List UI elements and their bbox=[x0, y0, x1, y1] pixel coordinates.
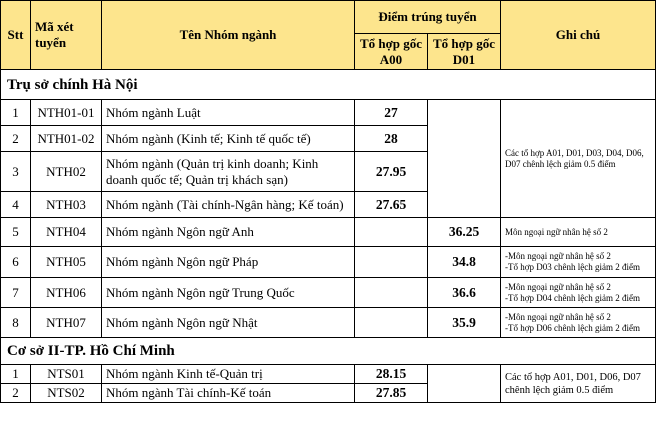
cell-stt: 6 bbox=[1, 247, 31, 278]
cell-stt: 8 bbox=[1, 308, 31, 338]
cell-note bbox=[501, 308, 656, 338]
note-line2: -Tổ hợp D03 chênh lệch giảm 2 điểm bbox=[505, 262, 640, 272]
cell-d01: 35.9 bbox=[428, 308, 501, 338]
cell-ten: Nhóm ngành Luật bbox=[102, 100, 355, 126]
cell-ma: NTS01 bbox=[31, 365, 102, 384]
cell-stt: 3 bbox=[1, 152, 31, 192]
cell-ma: NTS02 bbox=[31, 384, 102, 403]
cell-ma: NTH07 bbox=[31, 308, 102, 338]
cell-stt: 2 bbox=[1, 384, 31, 403]
cell-note-group2: Các tổ hợp A01, D01, D06, D07 chênh lệch giảm 0.5 điểm bbox=[501, 365, 656, 403]
cell-a00: 27.85 bbox=[355, 384, 428, 403]
cell-stt: 5 bbox=[1, 218, 31, 247]
cell-a00: 28.15 bbox=[355, 365, 428, 384]
cell-stt: 1 bbox=[1, 100, 31, 126]
header-d01-line1: Tổ hợp gốc bbox=[432, 35, 496, 51]
cell-a00 bbox=[355, 218, 428, 247]
cell-ma: NTH04 bbox=[31, 218, 102, 247]
table-row bbox=[1, 278, 656, 308]
cell-ma: NTH03 bbox=[31, 192, 102, 218]
cell-ten: Nhóm ngành (Kinh tế; Kinh tế quốc tế) bbox=[102, 126, 355, 152]
cell-a00 bbox=[355, 278, 428, 308]
cell-note bbox=[501, 247, 656, 278]
section-title-hanoi: Trụ sở chính Hà Nội bbox=[1, 70, 656, 100]
cell-ma: NTH05 bbox=[31, 247, 102, 278]
header-ma-line2: tuyển bbox=[35, 35, 67, 50]
cell-note bbox=[501, 278, 656, 308]
cell-ten: Nhóm ngành Ngôn ngữ Pháp bbox=[102, 247, 355, 278]
cell-ma: NTH06 bbox=[31, 278, 102, 308]
header-ma-line1: Mã xét bbox=[35, 19, 74, 34]
cell-a00: 28 bbox=[355, 126, 428, 152]
cell-ten: Nhóm ngành Ngôn ngữ Trung Quốc bbox=[102, 278, 355, 308]
header-a00-line2: A00 bbox=[379, 51, 403, 67]
table-row bbox=[1, 100, 656, 126]
cell-stt: 2 bbox=[1, 126, 31, 152]
header-ghi-chu: Ghi chú bbox=[501, 1, 656, 70]
cell-ten: Nhóm ngành Ngôn ngữ Nhật bbox=[102, 308, 355, 338]
cell-note bbox=[501, 218, 656, 247]
cell-d01-empty bbox=[428, 365, 501, 403]
header-ten-nhom-nganh: Tên Nhóm ngành bbox=[102, 1, 355, 70]
note-line2: -Tổ hợp D06 chênh lệch giảm 2 điểm bbox=[505, 322, 640, 333]
header-diem-trung-tuyen: Điểm trúng tuyển bbox=[355, 1, 501, 34]
cell-a00: 27.65 bbox=[355, 192, 428, 218]
cell-a00: 27.95 bbox=[355, 152, 428, 192]
table-row bbox=[1, 308, 656, 338]
header-stt: Stt bbox=[1, 1, 31, 70]
table-row bbox=[1, 365, 656, 384]
header-a00 bbox=[355, 34, 428, 70]
cell-ma: NTH01-02 bbox=[31, 126, 102, 152]
table-row bbox=[1, 247, 656, 278]
cell-ten: Nhóm ngành (Quản trị kinh doanh; Kinh doanh quốc tế; Quản trị khách sạn) bbox=[102, 152, 355, 192]
cell-stt: 4 bbox=[1, 192, 31, 218]
cell-d01-empty bbox=[428, 100, 501, 218]
note-line2: -Tổ hợp D04 chênh lệch giảm 2 điểm bbox=[505, 292, 640, 303]
section-title-hcm: Cơ sở II-TP. Hồ Chí Minh bbox=[1, 338, 656, 365]
header-d01 bbox=[428, 34, 501, 70]
cell-ma: NTH01-01 bbox=[31, 100, 102, 126]
cell-ten: Nhóm ngành (Tài chính-Ngân hàng; Kế toán) bbox=[102, 192, 355, 218]
cell-ten: Nhóm ngành Ngôn ngữ Anh bbox=[102, 218, 355, 247]
header-d01-line2: D01 bbox=[452, 51, 476, 67]
cell-ma: NTH02 bbox=[31, 152, 102, 192]
note-line1: -Môn ngoại ngữ nhân hệ số 2 bbox=[505, 251, 611, 261]
cell-d01: 36.25 bbox=[428, 218, 501, 247]
cell-ten: Nhóm ngành Tài chính-Kế toán bbox=[102, 384, 355, 403]
cell-stt: 7 bbox=[1, 278, 31, 308]
header-a00-line1: Tổ hợp gốc bbox=[359, 35, 423, 51]
cell-d01: 36.6 bbox=[428, 278, 501, 308]
cell-a00 bbox=[355, 247, 428, 278]
note-line1: Môn ngoại ngữ nhân hệ số 2 bbox=[505, 226, 608, 237]
note-line1: -Môn ngoại ngữ nhân hệ số 2 bbox=[505, 311, 611, 322]
cell-a00: 27 bbox=[355, 100, 428, 126]
cell-ten: Nhóm ngành Kinh tế-Quản trị bbox=[102, 365, 355, 384]
cell-d01: 34.8 bbox=[428, 247, 501, 278]
header-ma-xet-tuyen bbox=[31, 1, 102, 70]
cell-a00 bbox=[355, 308, 428, 338]
table-row bbox=[1, 218, 656, 247]
note-line1: -Môn ngoại ngữ nhân hệ số 2 bbox=[505, 281, 611, 292]
cell-stt: 1 bbox=[1, 365, 31, 384]
cell-note-group1: Các tổ hợp A01, D01, D03, D04, D06, D07 chênh lệch giảm 0.5 điểm bbox=[501, 100, 656, 218]
